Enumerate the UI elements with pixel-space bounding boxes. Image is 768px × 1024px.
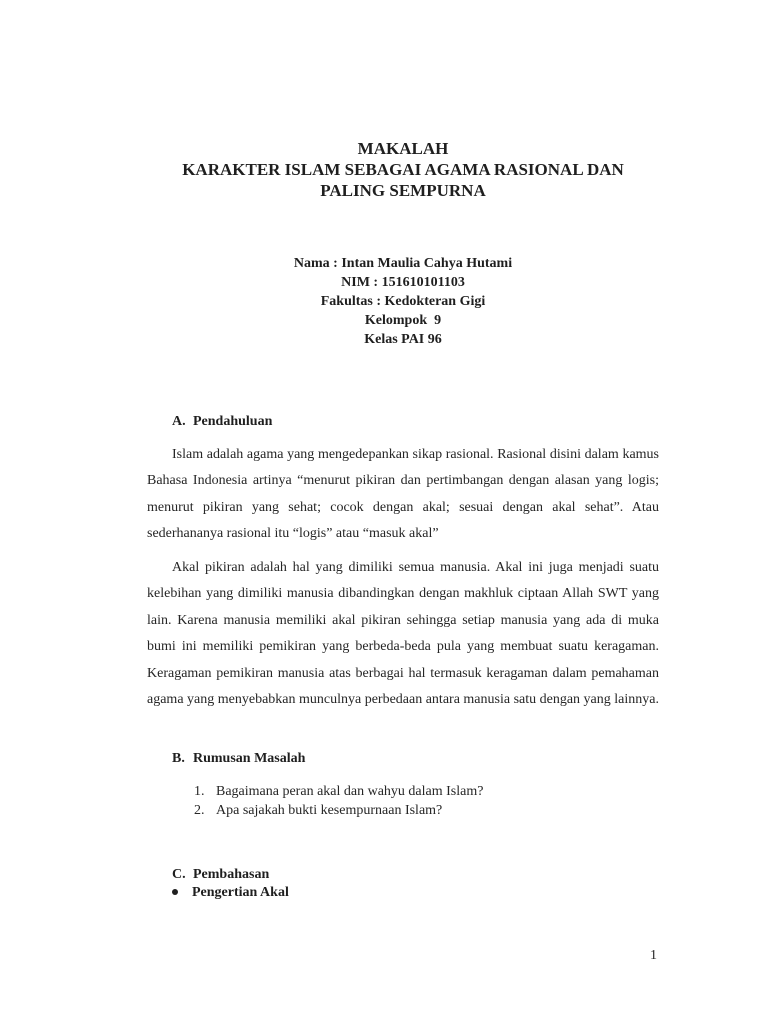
- author-name: Nama : Intan Maulia Cahya Hutami: [293, 256, 513, 271]
- author-class: Kelas PAI 96: [364, 332, 442, 347]
- paragraph-1-text: Islam adalah agama yang mengedepankan sikap rasional. Rasional disini dalam kamus Bahasa Indonesia artinya “menurut pikiran dan pertimbangan dengan alasan yang logis; menurut pikiran yang sehat; cocok dengan akal; sesuai dengan akal sehat”. Atau sederhananya rasional itu “logis” atau “masuk akal”: [147, 447, 659, 542]
- bullet-dot-icon: [172, 889, 178, 895]
- title-line-1: MAKALAH: [357, 139, 449, 158]
- page-number: 1: [650, 948, 657, 963]
- title-line-3: PALING SEMPURNA: [320, 181, 486, 200]
- paragraph-2-text: Akal pikiran adalah hal yang dimiliki semua manusia. Akal ini juga menjadi suatu kelebihan yang dimiliki manusia dibandingkan dengan makhluk ciptaan Allah SWT yang lain. Karena manusia memiliki akal pikiran sehingga setiap manusia yang ada di muka bumi ini memiliki pemikiran yang berbeda-beda pula yang membuat suatu keragaman. Keragaman pemikiran manusia atas berbagai hal termasuk keragaman dalam pemahaman agama yang menyebabkan munculnya perbedaan antara manusia satu dengan yang lainnya.: [147, 560, 659, 708]
- bullet-item: [172, 884, 289, 902]
- list-item-text: Apa sajakah bukti kesempurnaan Islam?: [216, 802, 443, 818]
- problem-list: [194, 783, 483, 820]
- section-a-paragraph-1: [147, 442, 659, 548]
- section-c-title: Pembahasan: [193, 867, 270, 882]
- title-line-2: KARAKTER ISLAM SEBAGAI AGAMA RASIONAL DAN: [182, 160, 624, 179]
- author-group: Kelompok 9: [364, 313, 442, 328]
- section-b-title: Rumusan Masalah: [193, 751, 306, 766]
- section-a-title: Pendahuluan: [193, 414, 273, 429]
- list-item-text: Bagaimana peran akal dan wahyu dalam Islam?: [216, 784, 484, 799]
- author-nim: NIM : 151610101103: [341, 275, 465, 290]
- section-a-letter: A.: [172, 414, 186, 429]
- document-title: [0, 138, 768, 201]
- author-faculty: Fakultas : Kedokteran Gigi: [320, 294, 486, 309]
- list-item-number: 2.: [194, 802, 205, 818]
- list-item-number: 1.: [194, 784, 205, 799]
- section-c-heading: [172, 866, 269, 884]
- section-a-paragraph-2: [147, 555, 659, 713]
- section-c-letter: C.: [172, 867, 186, 882]
- author-identity: [0, 254, 768, 349]
- list-item: [194, 783, 483, 802]
- section-b-heading: [172, 750, 305, 768]
- list-item: [194, 802, 483, 821]
- section-b-letter: B.: [172, 751, 185, 766]
- bullet-item-text: Pengertian Akal: [192, 885, 289, 900]
- section-a-heading: [172, 413, 272, 431]
